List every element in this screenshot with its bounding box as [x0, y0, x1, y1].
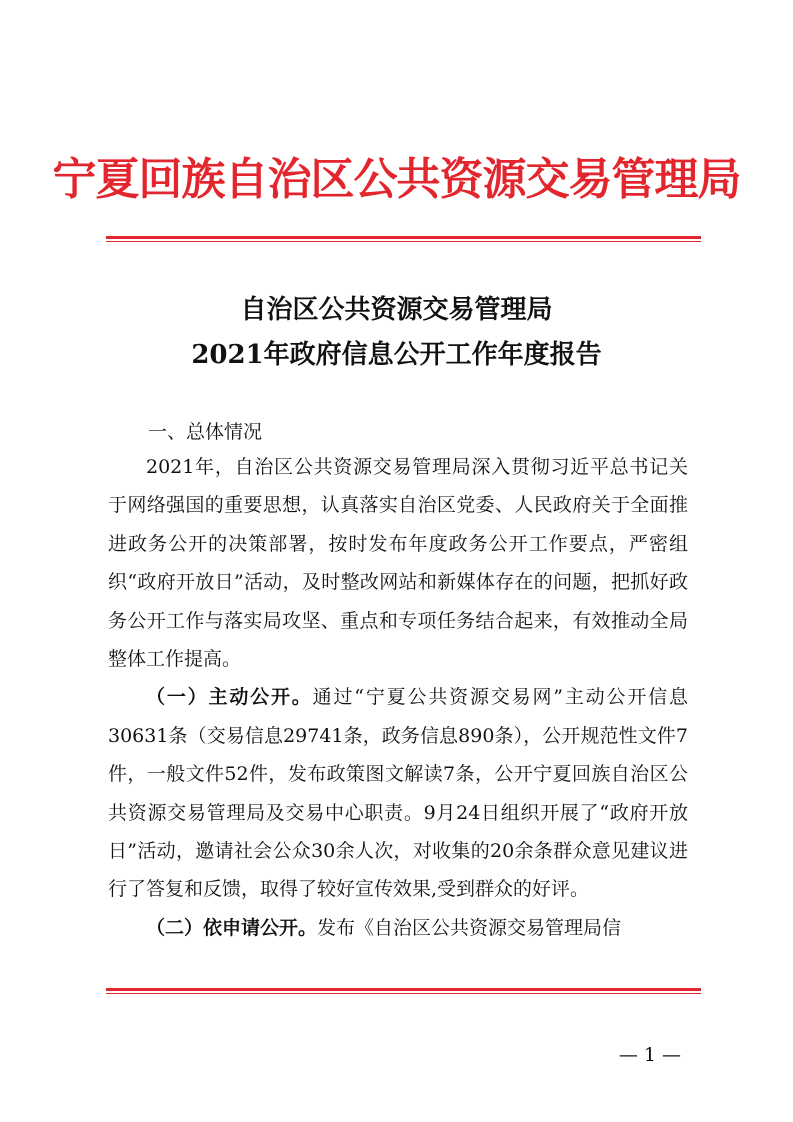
document-body [108, 448, 688, 947]
section-heading-overview: 一、总体情况 [148, 421, 263, 443]
masthead-title: 宁夏回族自治区公共资源交易管理局 [52, 154, 741, 205]
paragraph-lead-proactive: （一）主动公开。 [146, 686, 313, 709]
footer-rule-thin [106, 993, 701, 994]
masthead-rule-thick [106, 236, 701, 239]
paragraph-lead-request: （二）依申请公开。 [146, 916, 318, 939]
paragraph-overview: 2021年，自治区公共资源交易管理局深入贯彻习近平总书记关于网络强国的重要思想，认真落实自治区党委、人民政府关于全面推进政务公开的决策部署，按时发布年度政务公开工作要点，严密组织“政府开放日”活动，及时整改网站和新媒体存在的问题，把抓好政务公开工作与落实局攻坚、重点和专项任务结合起来，有效推动全局整体工作提高。 [108, 456, 688, 671]
paragraph-body-proactive: 通过“宁夏公共资源交易网”主动公开信息30631条（交易信息29741条，政务信息890条），公开规范性文件7件，一般文件52件，发布政策图文解读7条，公开宁夏回族自治区公共资源交易管理局及交易中心职责。9月24日组织开展了“政府开放日”活动，邀请社会公众30余人次，对收集的20余条群众意见建议进行了答复和反馈，取得了较好宣传效果,受到群众的好评。 [108, 686, 688, 901]
paragraph-proactive-disclosure [108, 678, 688, 908]
page-number: — 1 — [618, 1044, 681, 1066]
footer-rule-thick [106, 988, 701, 991]
masthead-rule-thin [106, 241, 701, 242]
document-title-line-1: 自治区公共资源交易管理局 [240, 295, 553, 325]
paragraph-request-disclosure [108, 909, 688, 947]
document-title-line-2: 2021年政府信息公开工作年度报告 [191, 340, 602, 370]
paragraph-body-request: 发布《自治区公共资源交易管理局信 [317, 916, 622, 939]
